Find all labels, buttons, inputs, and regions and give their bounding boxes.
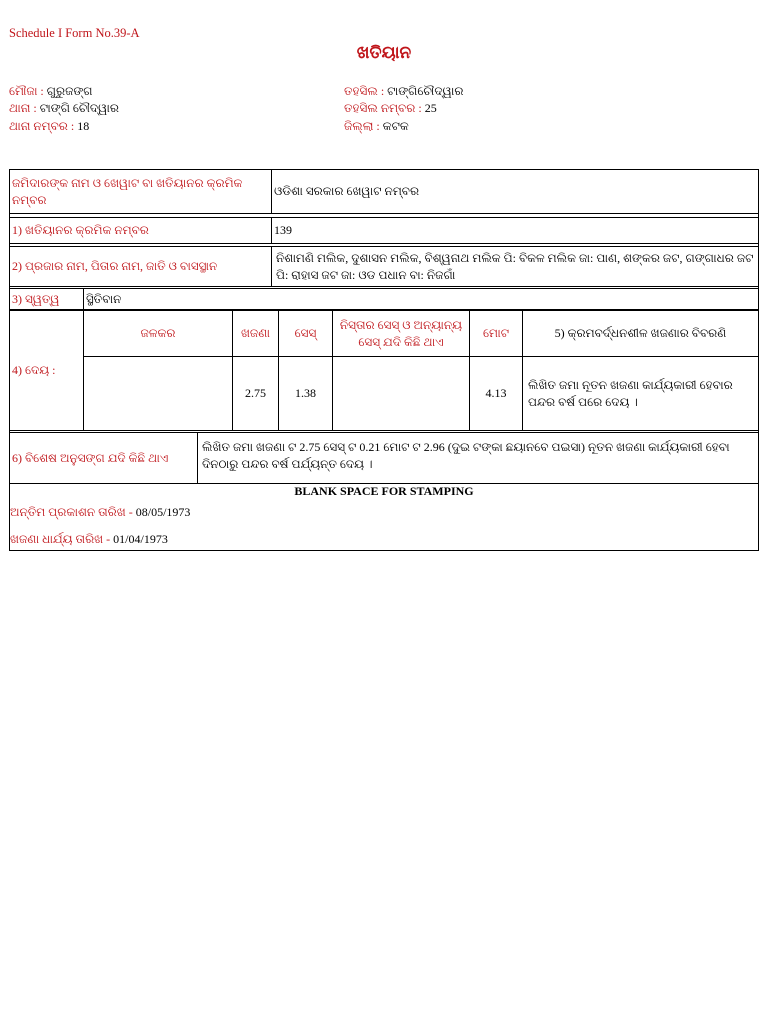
thana-value: ଟାଙ୍ଗି ଚୌଦ୍ୱାର <box>39 101 120 115</box>
mouza-value: ଗୁରୁଜଙ୍ଗ <box>46 84 93 98</box>
district-field <box>344 119 409 134</box>
rent-fixation-date <box>10 532 168 547</box>
khatian-serial-value: 139 <box>271 217 759 244</box>
progressive-rent-header: 5) କ୍ରମବର୍ଦ୍ଧନଶୀଳ ଖଜଣାର ବିବରଣି <box>522 310 759 357</box>
tenant-details-label: 2) ପ୍ରଜାର ନାମ, ପିତାର ନାମ, ଜାତି ଓ ବାସସ୍ଥାନ <box>9 246 272 287</box>
thana-number-field <box>9 119 89 134</box>
ses-header: ସେସ୍ <box>278 310 333 357</box>
mouza-label: ମୌଜା : <box>9 84 44 98</box>
final-publication-date <box>10 505 190 520</box>
final-publication-label: ଅନ୍ତିମ ପ୍ରକାଶନ ତାରିଖ - <box>10 505 133 519</box>
stamping-space-heading: BLANK SPACE FOR STAMPING <box>294 484 474 498</box>
special-terms-label: 6) ବିଶେଷ ଅନୁସଙ୍ଗ ଯଦି କିଛି ଥାଏ <box>9 432 198 484</box>
total-value: 4.13 <box>469 356 523 431</box>
khajana-value: 2.75 <box>232 356 279 431</box>
progressive-rent-text: ଲିଖିତ ଜମା ନୂତନ ଖଜଣା କାର୍ଯ୍ୟକାରୀ ହେବାର ପନ୍ଦର ବର୍ଷ ପରେ ଦେୟ । <box>528 377 733 409</box>
rent-fixation-value: 01/04/1973 <box>113 532 168 546</box>
form-number: Schedule I Form No.39-A <box>9 26 140 40</box>
tahasil-number-label: ତହସିଲ ନମ୍ବର : <box>344 101 422 115</box>
thana-field <box>9 101 119 116</box>
landlord-label: ଜମିଦାରଙ୍କ ନାମ ଓ ଖେୱାଟ ବା ଖତିୟାନର କ୍ରମିକ ନମ୍ବର <box>9 169 272 214</box>
landlord-value: ଓଡିଶା ସରକାର ଖେୱାଟ ନମ୍ବର <box>271 169 759 214</box>
tahasil-label: ତହସିଲ : <box>344 84 385 98</box>
tahasil-number-field <box>344 101 437 116</box>
right-status-value: ସ୍ଥିତିବାନ <box>83 288 759 310</box>
district-label: ଜିଲ୍ଲା : <box>344 119 380 133</box>
thana-number-label: ଥାନା ନମ୍ବର : <box>9 119 75 133</box>
nistar-value <box>332 356 470 431</box>
document-title: ଖତିୟାନ <box>356 43 412 62</box>
nistar-header: ନିସ୍ତାର ସେସ୍ ଓ ଅନ୍ୟାନ୍ୟ ସେସ୍ ଯଦି କିଛି ଥାଏ <box>332 310 470 357</box>
tahasil-field <box>344 84 463 99</box>
dues-label: 4) ଦେୟ : <box>9 310 84 431</box>
jalakar-value <box>83 356 233 431</box>
khajana-header: ଖଜଣା <box>232 310 279 357</box>
tahasil-value: ଟାଙ୍ଗିଚୌଦ୍ୱାର <box>387 84 464 98</box>
jalakar-header: ଜଳକର <box>83 310 233 357</box>
rent-fixation-label: ଖଜଣା ଧାର୍ଯ୍ୟ ତାରିଖ - <box>10 532 111 546</box>
thana-number-value: 18 <box>77 119 90 133</box>
progressive-rent-value <box>522 356 759 431</box>
thana-label: ଥାନା : <box>9 101 37 115</box>
mouza-field <box>9 84 93 99</box>
district-value: କଟକ <box>382 119 409 133</box>
total-header: ମୋଟ <box>469 310 523 357</box>
special-terms-value: ଲିଖିତ ଜମା ଖଜଣା ଟ 2.75 ସେସ୍ ଟ 0.21 ମୋଟ ଟ 2.96 (ଦୁଇ ଟଙ୍କା ଛୟାନବେ ପଇସା) ନୂତନ ଖଜଣା କାର୍ଯ୍ୟକାରୀ ହେବା ଦିନଠାରୁ ପନ୍ଦର ବର୍ଷ ପର୍ଯ୍ୟନ୍ତ ଦେୟ । <box>197 432 759 484</box>
ses-value: 1.38 <box>278 356 333 431</box>
final-publication-value: 08/05/1973 <box>135 505 191 519</box>
khatian-serial-label: 1) ଖତିୟାନର କ୍ରମିକ ନମ୍ବର <box>9 217 272 244</box>
tahasil-number-value: 25 <box>424 101 437 115</box>
tenant-details-value: ନିଶାମଣି ମଲିକ, ଦୁଶାସନ ମଲିକ, ବିଶ୍ୱନାଥ ମଲିକ ପି: ବିକଳ ମଲିକ ଜା: ପାଣ, ଶଙ୍କର ଜଟ, ଗଙ୍ଗାଧର ଜଟ ପି: ରାହାସ ଜଟ ଜା: ଓଡ ପଧାନ ବା: ନିଜଗାଁ <box>271 246 759 287</box>
right-status-label: 3) ସ୍ୱତ୍ୱ <box>9 288 84 310</box>
